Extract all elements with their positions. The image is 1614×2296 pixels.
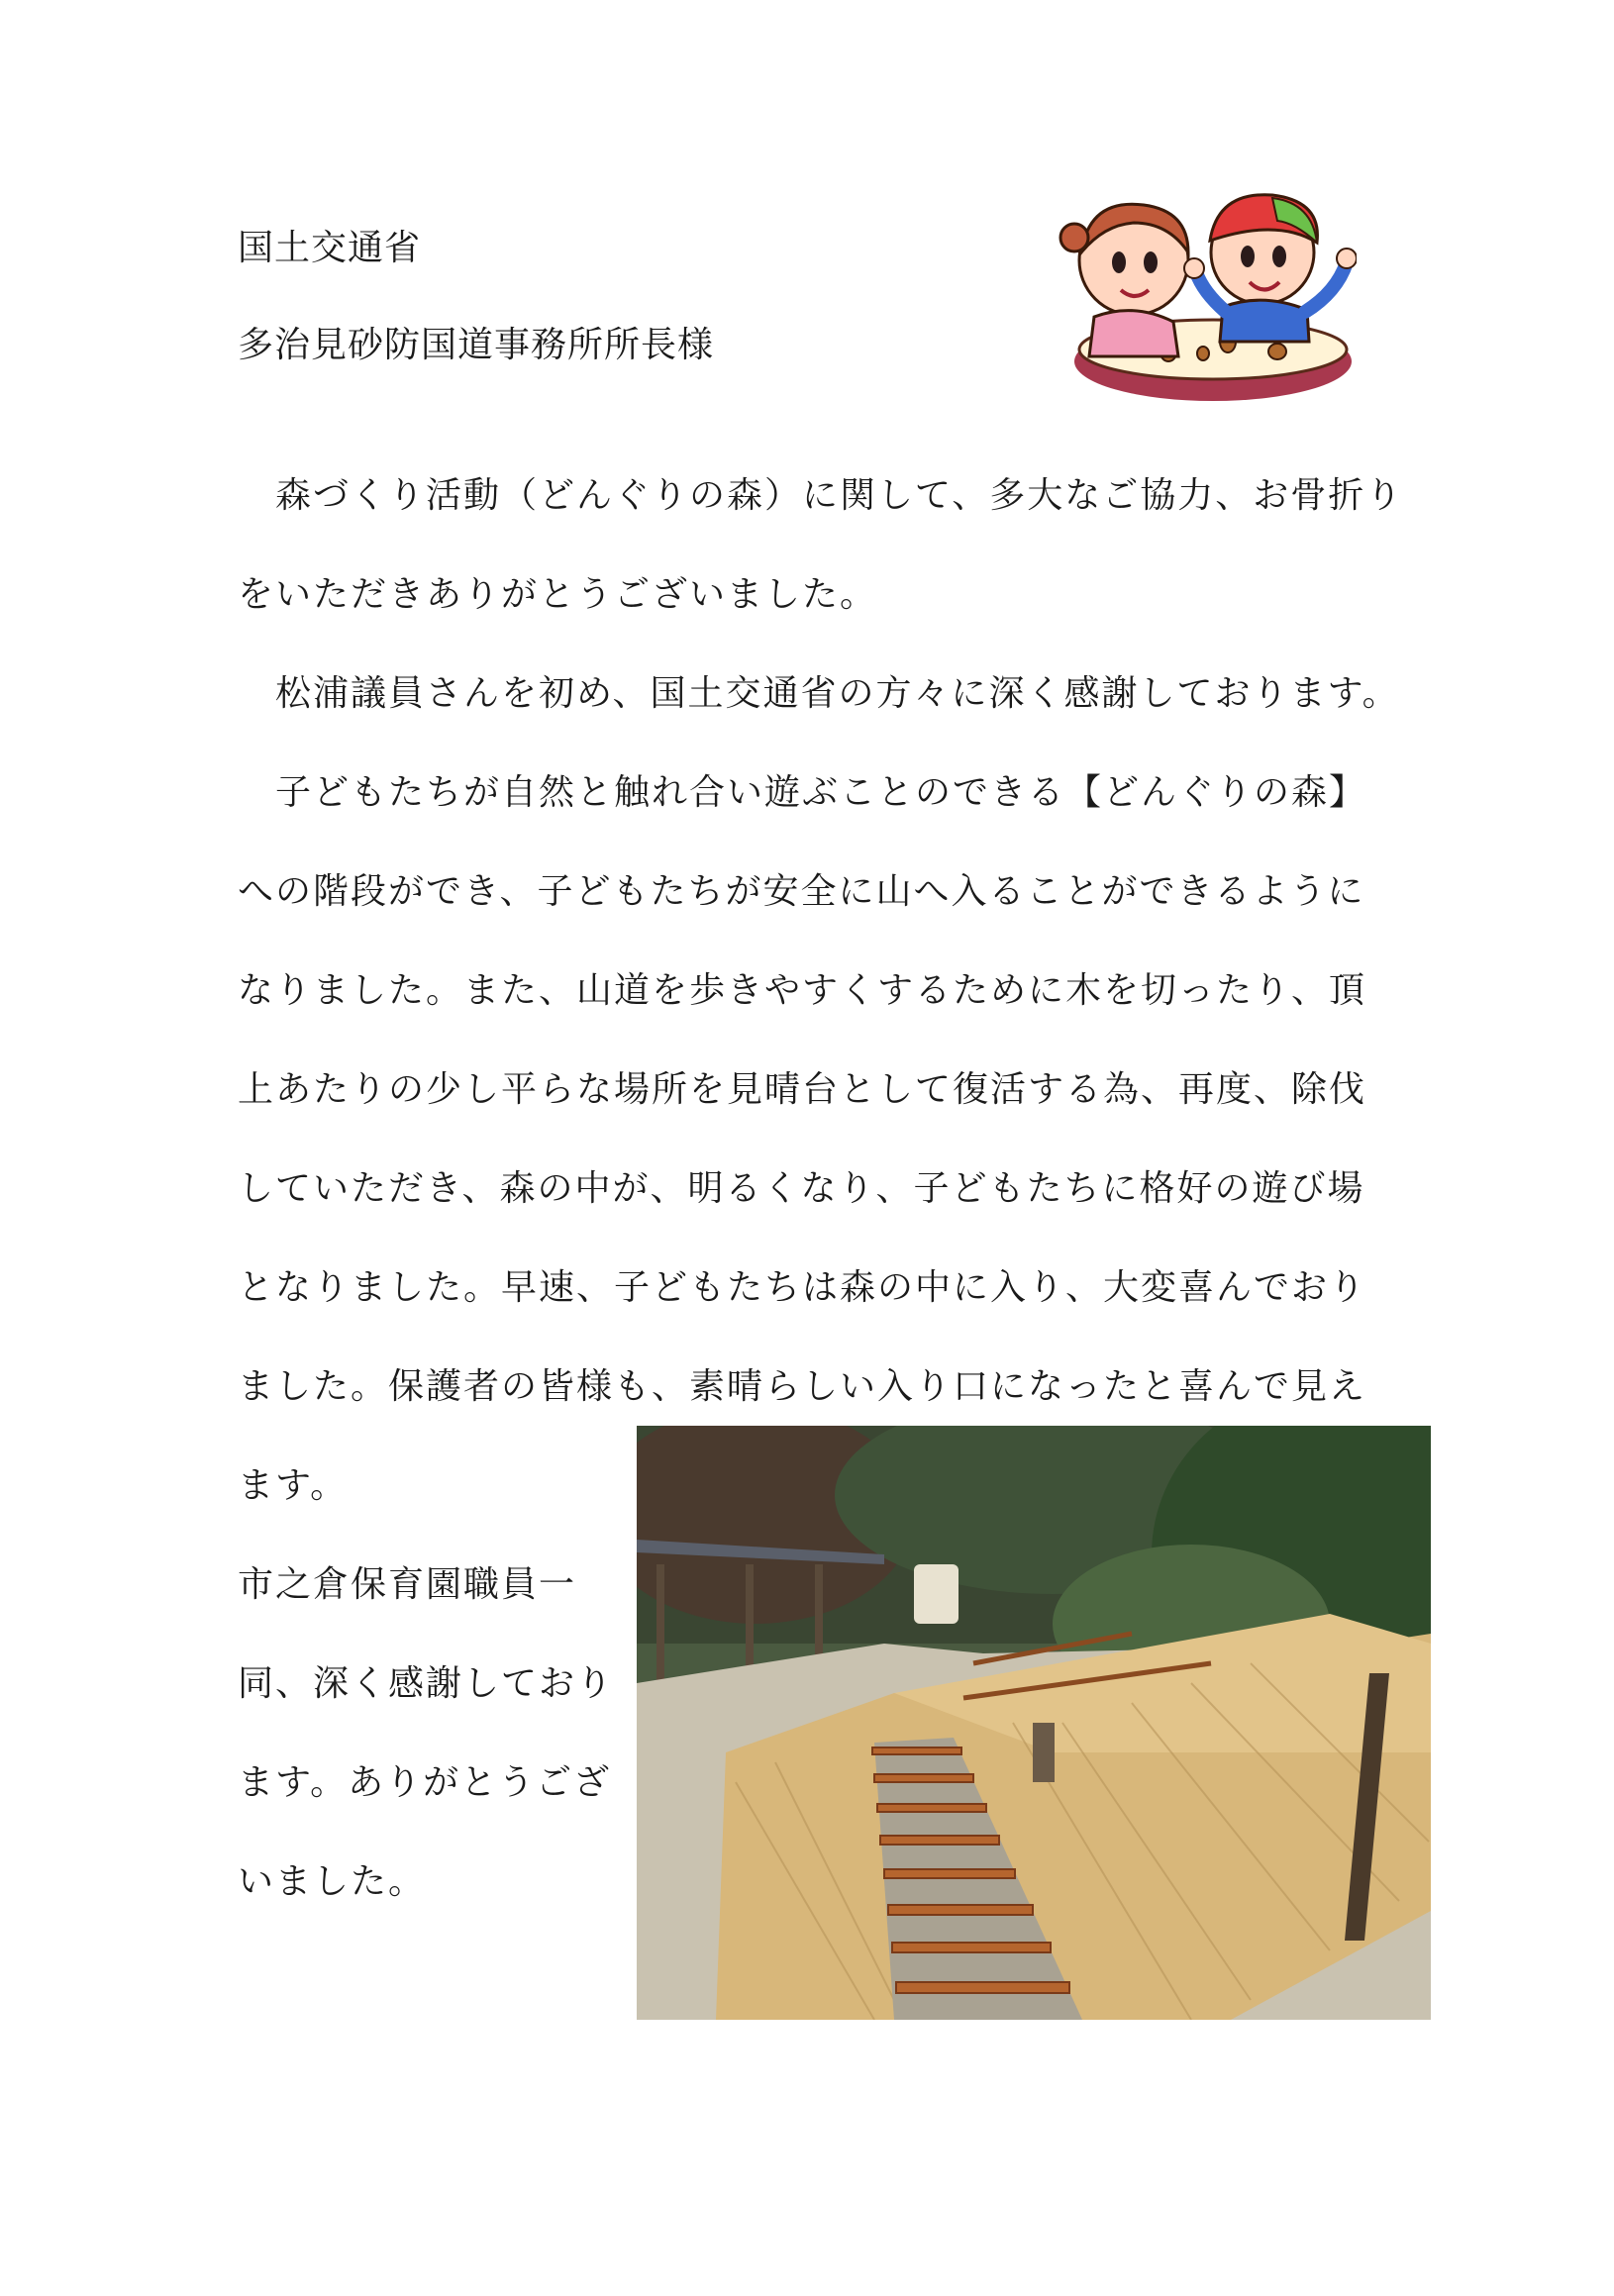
body-line: 上あたりの少し平らな場所を見晴台として復活する為、再度、除伐 — [238, 1069, 1367, 1110]
body-line: なりました。また、山道を歩きやすくするために木を切ったり、頂 — [238, 970, 1367, 1011]
body-line: 松浦議員さんを初め、国土交通省の方々に深く感謝しております。 — [238, 673, 1400, 714]
addressee-ministry: 国土交通省 — [238, 228, 422, 268]
forest-stairway-photo — [637, 1426, 1431, 2020]
body-line: への階段ができ、子どもたちが安全に山へ入ることができるように — [238, 871, 1365, 912]
body-line: となりました。早速、子どもたちは森の中に入り、大変喜んでおり — [238, 1267, 1367, 1308]
closing-line: 同、深く感謝しており — [238, 1663, 615, 1704]
body-line: 森づくり活動（どんぐりの森）に関して、多大なご協力、お骨折り — [238, 475, 1404, 516]
closing-line: いました。 — [238, 1861, 427, 1902]
body-line: をいただきありがとうございました。 — [238, 574, 878, 615]
closing-line: ます。ありがとうござ — [238, 1762, 612, 1803]
body-line: ます。 — [238, 1465, 349, 1506]
body-line: ました。保護者の皆様も、素晴らしい入り口になったと喜んで見え — [238, 1366, 1367, 1407]
addressee-office-director: 多治見砂防国道事務所所長様 — [238, 325, 715, 365]
closing-line: 市之倉保育園職員一 — [238, 1564, 577, 1605]
body-line: していただき、森の中が、明るくなり、子どもたちに格好の遊び場 — [238, 1168, 1365, 1209]
children-with-acorns-illustration — [1050, 183, 1357, 416]
body-line: 子どもたちが自然と触れ合い遊ぶことのできる【どんぐりの森】 — [238, 772, 1367, 813]
